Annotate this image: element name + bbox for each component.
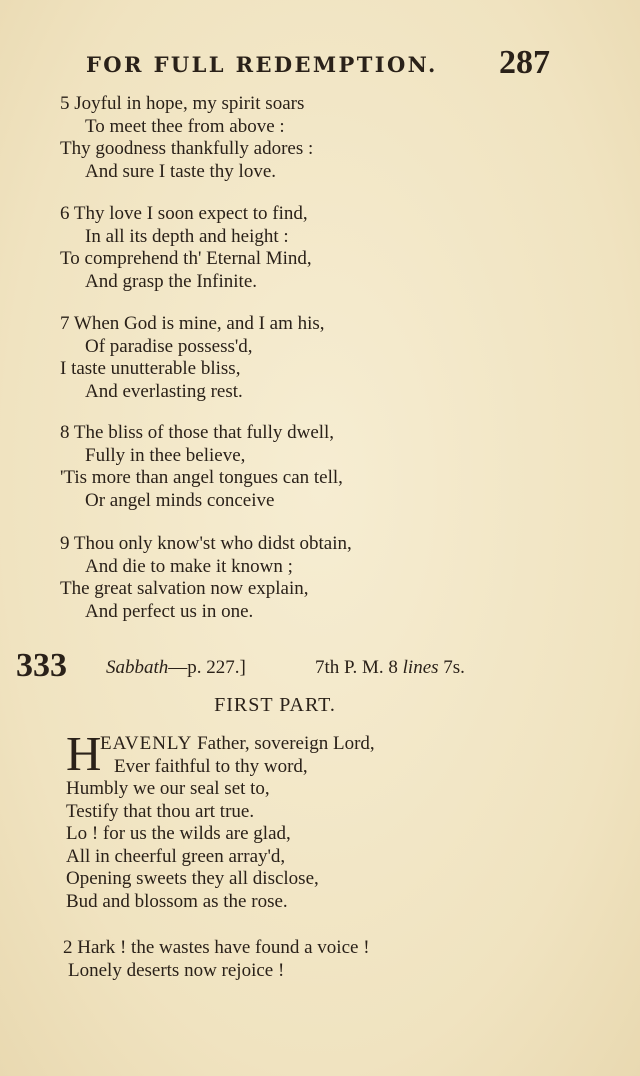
verse-line: Lonely deserts now rejoice !	[68, 959, 285, 981]
part-title: FIRST PART.	[214, 694, 336, 716]
verse-line: To comprehend th' Eternal Mind,	[60, 248, 312, 269]
verse-line: To meet thee from above :	[85, 115, 285, 137]
running-head: FOR FULL REDEMPTION.	[86, 52, 438, 77]
first-line-rest: Father, sovereign Lord,	[197, 733, 375, 754]
verse-line: Lo ! for us the wilds are glad,	[66, 823, 291, 844]
stanza-7	[60, 313, 580, 403]
hymn-heading	[16, 647, 576, 685]
drop-cap: H	[66, 726, 102, 781]
tune-name: Sabbath	[106, 657, 169, 678]
verse-line: Of paradise possess'd,	[85, 335, 253, 357]
verse-line: Opening sweets they all disclose,	[66, 868, 319, 889]
verse-line: And grasp the Infinite.	[85, 270, 258, 292]
verse-line: The great salvation now explain,	[60, 578, 309, 599]
tune-reference	[106, 657, 246, 679]
hymn-stanza-2	[63, 937, 583, 982]
page-number: 287	[499, 44, 550, 81]
verse-line: And die to make it known ;	[85, 555, 293, 577]
tune-page-ref: —p. 227.]	[168, 657, 246, 678]
meter	[315, 657, 465, 679]
verse-line: And sure I taste thy love.	[85, 160, 277, 182]
stanza-9	[60, 533, 580, 623]
verse-line: I taste unutterable bliss,	[60, 358, 241, 379]
verse-line: 5 Joyful in hope, my spirit soars	[60, 93, 305, 114]
verse-line: All in cheerful green array'd,	[66, 845, 286, 867]
stanza-5	[60, 93, 580, 183]
verse-line: Fully in thee believe,	[85, 444, 246, 466]
verse-line: 7 When God is mine, and I am his,	[60, 313, 325, 334]
verse-line: Thy goodness thankfully adores :	[60, 138, 314, 159]
meter-prefix: 7th P. M. 8	[315, 657, 398, 678]
stanza-6	[60, 203, 580, 293]
first-word-caps: EAVENLY	[100, 733, 193, 754]
stanza-8	[60, 422, 580, 512]
verse-line: Ever faithful to thy word,	[114, 755, 308, 777]
verse-line: 6 Thy love I soon expect to find,	[60, 203, 308, 224]
verse-line: 9 Thou only know'st who didst obtain,	[60, 533, 352, 554]
hymn-stanza-1	[66, 726, 586, 913]
verse-line: 2 Hark ! the wastes have found a voice !	[63, 937, 370, 958]
verse-line: Or angel minds conceive	[85, 489, 275, 511]
verse-line: Bud and blossom as the rose.	[66, 890, 288, 912]
verse-line: 8 The bliss of those that fully dwell,	[60, 422, 335, 443]
verse-line: In all its depth and height :	[85, 225, 289, 247]
page-header	[86, 44, 556, 84]
verse-line-first	[66, 733, 586, 756]
verse-line: And everlasting rest.	[85, 380, 243, 402]
meter-lines: lines	[402, 657, 439, 678]
meter-suffix: 7s.	[443, 657, 465, 678]
verse-line: Testify that thou art true.	[66, 800, 255, 822]
verse-line: And perfect us in one.	[85, 600, 254, 622]
verse-line: Humbly we our seal set to,	[66, 778, 270, 799]
verse-line: 'Tis more than angel tongues can tell,	[60, 467, 343, 488]
hymn-number: 333	[16, 647, 67, 684]
